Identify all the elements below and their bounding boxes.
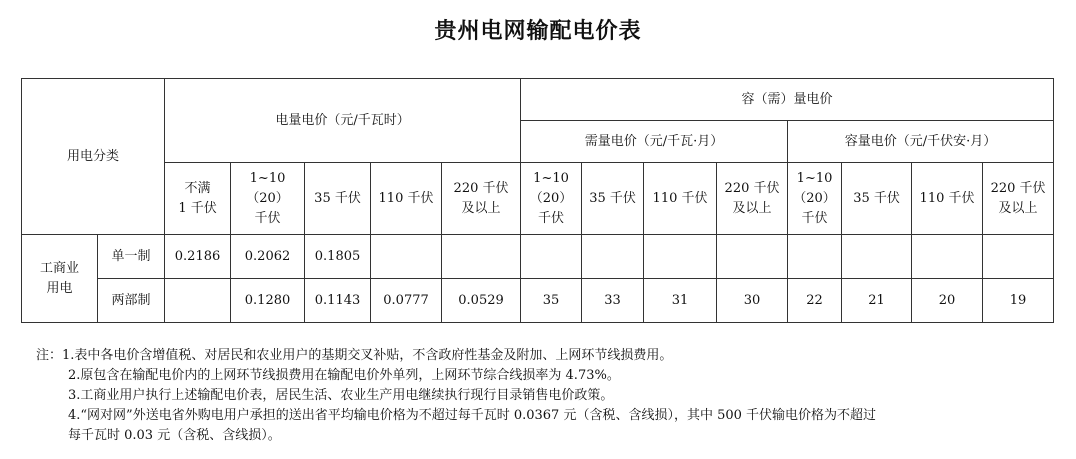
- demand-voltage-header: 110 千伏: [644, 163, 717, 235]
- page-title: 贵州电网输配电价表: [434, 19, 642, 44]
- energy-price-cell: 0.1280: [231, 279, 305, 323]
- demand-price-cell: [644, 235, 717, 279]
- energy-voltage-header: 35 千伏: [305, 163, 371, 235]
- energy-price-cell: 0.2186: [165, 235, 231, 279]
- note-1: 注：1.表中各电价含增值税、对居民和农业用户的基期交叉补贴，不含政府性基金及附加、上网环节线损费用。: [36, 348, 673, 363]
- demand-price-cell: [582, 235, 644, 279]
- energy-price-cell: 0.0529: [442, 279, 521, 323]
- energy-voltage-header: 220 千伏 及以上: [442, 163, 521, 235]
- capacity-price-cell: 22: [788, 279, 842, 323]
- energy-voltage-header: 110 千伏: [371, 163, 442, 235]
- tariff-type-label: 两部制: [98, 279, 165, 323]
- capacity-price-cell: [912, 235, 983, 279]
- energy-voltage-header: 1~10（20） 千伏: [231, 163, 305, 235]
- energy-price-cell: 0.0777: [371, 279, 442, 323]
- note-4: 4.“网对网”外送电省外购电用户承担的送出省平均输电价格为不超过每千瓦时 0.0367 元（含税、含线损），其中 500 千伏输电价格为不超过: [68, 408, 877, 423]
- group-label-commercial: 工商业 用电: [22, 235, 98, 323]
- demand-price-header: 需量电价（元/千瓦·月）: [521, 121, 788, 163]
- energy-voltage-header: 不满 1 千伏: [165, 163, 231, 235]
- demand-price-cell: 31: [644, 279, 717, 323]
- capacity-price-cell: [842, 235, 912, 279]
- note-3: 3.工商业用户执行上述输配电价表，居民生活、农业生产用电继续执行现行目录销售电价政策。: [68, 388, 614, 403]
- capacity-price-cell: 20: [912, 279, 983, 323]
- capacity-price-header: 容量电价（元/千伏安·月）: [788, 121, 1054, 163]
- note-2: 2.原包含在输配电价内的上网环节线损费用在输配电价外单列，上网环节综合线损率为 4.73%。: [68, 368, 620, 383]
- tariff-type-label: 单一制: [98, 235, 165, 279]
- note-4-continued: 每千瓦时 0.03 元（含税、含线损）。: [68, 428, 281, 443]
- capacity-voltage-header: 220 千伏 及以上: [983, 163, 1054, 235]
- demand-price-cell: 30: [717, 279, 788, 323]
- tariff-table: [21, 78, 1054, 323]
- energy-price-cell: 0.1805: [305, 235, 371, 279]
- demand-price-cell: 35: [521, 279, 582, 323]
- capacity-group-header: 容（需）量电价: [521, 79, 1054, 121]
- energy-price-cell: 0.2062: [231, 235, 305, 279]
- demand-voltage-header: 35 千伏: [582, 163, 644, 235]
- demand-price-cell: [717, 235, 788, 279]
- capacity-voltage-header: 35 千伏: [842, 163, 912, 235]
- energy-price-cell: [371, 235, 442, 279]
- energy-price-cell: 0.1143: [305, 279, 371, 323]
- capacity-voltage-header: 110 千伏: [912, 163, 983, 235]
- energy-price-cell: [442, 235, 521, 279]
- capacity-price-cell: [983, 235, 1054, 279]
- demand-voltage-header: 1~10 （20） 千伏: [521, 163, 582, 235]
- demand-voltage-header: 220 千伏 及以上: [717, 163, 788, 235]
- energy-price-header: 电量电价（元/千瓦时）: [165, 79, 521, 163]
- capacity-price-cell: [788, 235, 842, 279]
- capacity-price-cell: 19: [983, 279, 1054, 323]
- energy-price-cell: [165, 279, 231, 323]
- demand-price-cell: [521, 235, 582, 279]
- demand-price-cell: 33: [582, 279, 644, 323]
- capacity-price-cell: 21: [842, 279, 912, 323]
- category-header: 用电分类: [22, 79, 165, 235]
- notes-section: [36, 346, 1046, 446]
- capacity-voltage-header: 1~10 （20） 千伏: [788, 163, 842, 235]
